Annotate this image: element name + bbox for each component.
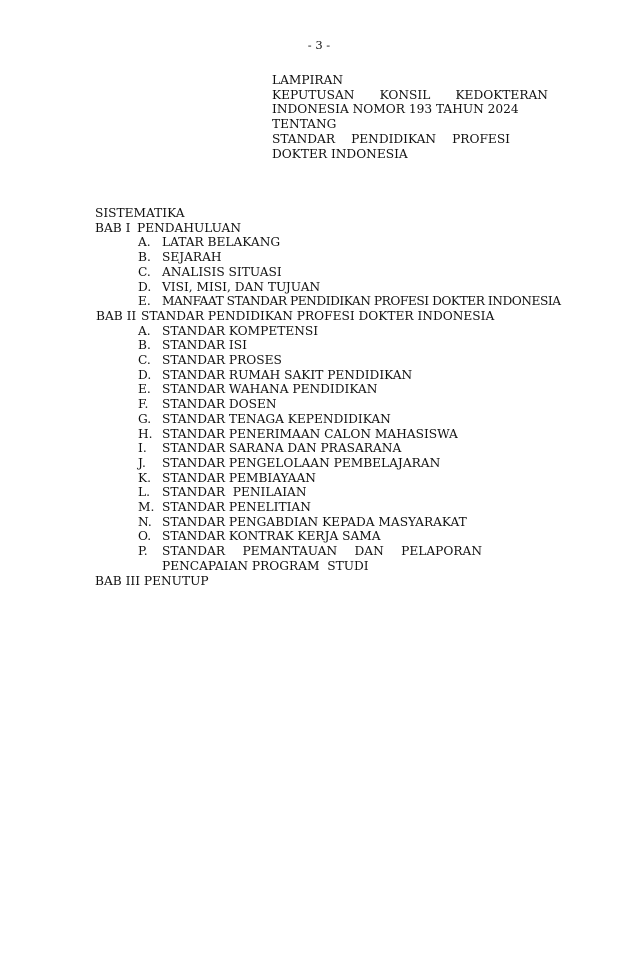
item-word: PELAPORAN (401, 544, 482, 559)
header-word: PROFESI (452, 131, 510, 146)
item-mark: C. (138, 264, 151, 279)
toc-item (138, 338, 555, 353)
toc-item (138, 250, 555, 265)
chapter-title: PENUTUP (143, 573, 209, 588)
item-mark: K. (138, 470, 151, 485)
chapter-2-items (95, 324, 555, 574)
item-word: DAN (354, 544, 384, 559)
header-word: KEPUTUSAN (272, 87, 355, 102)
toc-item (138, 324, 555, 339)
item-text: STANDAR RUMAH SAKIT PENDIDIKAN (162, 367, 413, 382)
item-text: SEJARAH (162, 250, 222, 265)
toc-item (138, 529, 555, 544)
item-mark: O. (138, 529, 152, 544)
chapter-number: BAB II (96, 308, 137, 323)
chapter-title: PENDAHULUAN (137, 220, 242, 235)
item-mark: E. (138, 382, 151, 397)
item-mark: B. (138, 250, 151, 265)
toc-item (138, 471, 555, 486)
item-text: MANFAAT STANDAR PENDIDIKAN PROFESI DOKTER INDONESIA (162, 294, 561, 309)
item-continuation: PENCAPAIAN PROGRAM STUDI (162, 558, 369, 573)
toc-item (138, 456, 555, 471)
item-mark: J. (138, 455, 146, 470)
item-text: STANDAR PEMBIAYAAN (162, 470, 316, 485)
header-word: STANDAR (272, 131, 336, 146)
item-word: STANDAR (162, 544, 226, 559)
toc-item (138, 265, 555, 280)
toc-item (138, 353, 555, 368)
chapter-number: BAB I (95, 220, 131, 235)
item-text: STANDAR ISI (162, 338, 247, 353)
header-line-1: LAMPIRAN (272, 73, 344, 87)
toc-item (138, 412, 555, 427)
item-mark: H. (138, 426, 153, 441)
item-mark: B. (138, 338, 151, 353)
table-of-contents (95, 206, 561, 588)
chapter-number: BAB III (95, 573, 141, 588)
item-mark: N. (138, 514, 152, 529)
item-word: PEMANTAUAN (242, 544, 338, 559)
toc-item (138, 500, 555, 515)
header-word: PENDIDIKAN (351, 131, 437, 146)
chapter-1-heading (95, 221, 555, 236)
item-text: STANDAR PENERIMAAN CALON MAHASISWA (162, 426, 458, 441)
item-text: STANDAR PENELITIAN (162, 500, 311, 515)
header-word: KONSIL (379, 87, 431, 102)
chapter-title: STANDAR PENDIDIKAN PROFESI DOKTER INDONESIA (141, 308, 495, 323)
item-mark: C. (138, 353, 151, 368)
toc-item (138, 368, 555, 383)
toc-item (138, 235, 555, 250)
item-mark: P. (138, 544, 148, 559)
item-mark: D. (138, 279, 152, 294)
item-mark: A. (138, 235, 151, 250)
item-text: STANDAR PENGELOLAAN PEMBELAJARAN (162, 455, 441, 470)
item-mark: F. (138, 397, 149, 412)
header-line-3: INDONESIA NOMOR 193 TAHUN 2024 (272, 102, 519, 117)
item-text: STANDAR SARANA DAN PRASARANA (162, 441, 402, 456)
header-line-4: TENTANG (272, 117, 337, 132)
page-number: - 3 - (307, 38, 331, 52)
item-mark: I. (138, 441, 147, 456)
item-text: STANDAR PENGABDIAN KEPADA MASYARAKAT (162, 514, 467, 529)
toc-item (138, 427, 555, 442)
toc-item (138, 544, 555, 559)
chapter-2-heading (96, 309, 555, 324)
toc-item (138, 280, 555, 295)
toc-item (138, 485, 555, 500)
item-text: STANDAR TENAGA KEPENDIDIKAN (162, 411, 391, 426)
header-line-5 (272, 132, 510, 147)
header-line-6: DOKTER INDONESIA (272, 146, 408, 161)
item-text: STANDAR KONTRAK KERJA SAMA (162, 529, 381, 544)
item-text (162, 544, 482, 559)
header-line-2 (272, 88, 548, 103)
item-text: STANDAR DOSEN (162, 397, 277, 412)
item-mark: M. (138, 500, 155, 515)
item-text: STANDAR WAHANA PENDIDIKAN (162, 382, 378, 397)
item-text: ANALISIS SITUASI (162, 264, 282, 279)
item-mark: L. (138, 485, 150, 500)
item-text: STANDAR PENILAIAN (162, 485, 307, 500)
item-text: LATAR BELAKANG (162, 235, 281, 250)
toc-title: SISTEMATIKA (95, 206, 185, 220)
toc-item (138, 382, 555, 397)
toc-item (138, 294, 561, 309)
chapter-1-items (95, 235, 561, 309)
item-text: STANDAR KOMPETENSI (162, 323, 319, 338)
item-mark: A. (138, 323, 151, 338)
toc-item (138, 515, 555, 530)
toc-item (138, 397, 555, 412)
item-text: VISI, MISI, DAN TUJUAN (162, 279, 321, 294)
chapter-3-heading (95, 574, 555, 589)
item-text: STANDAR PROSES (162, 353, 282, 368)
item-mark: E. (138, 294, 151, 309)
header-word: KEDOKTERAN (455, 87, 548, 102)
toc-item (138, 441, 555, 456)
item-mark: G. (138, 411, 152, 426)
item-mark: D. (138, 367, 152, 382)
attachment-header (272, 73, 548, 161)
